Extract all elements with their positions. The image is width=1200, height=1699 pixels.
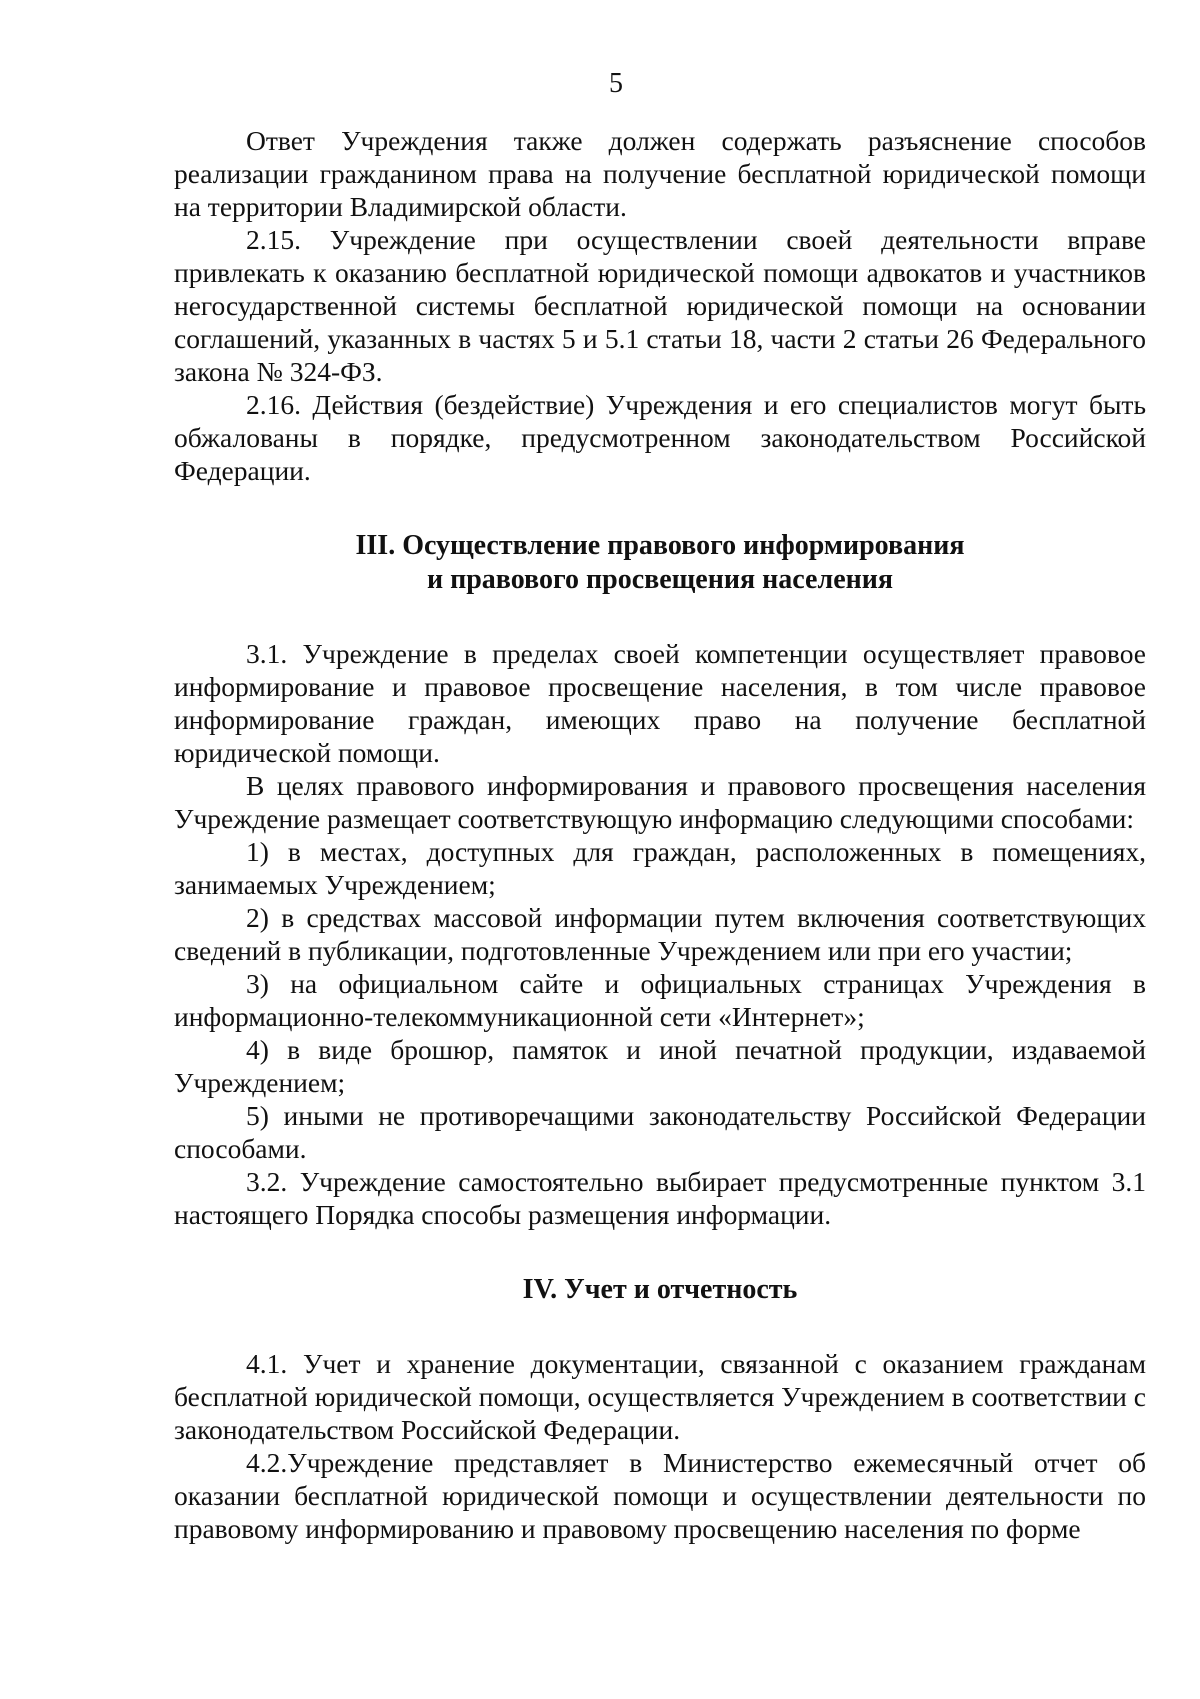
page-number: 5 [609,68,623,99]
list-item-5: 5) иными не противоречащими законодательству Российской Федерации способами. [174,1100,1146,1164]
paragraph-2-15: 2.15. Учреждение при осуществлении своей деятельности вправе привлекать к оказанию бесплатной юридической помощи адвокатов и участников негосударственной системы бесплатной юридической помощи на основании соглашений, указанных в частях 5 и 5.1 статьи 18, части 2 статьи 26 Федерального закона № 324-ФЗ. [174,224,1146,387]
paragraph-3-1: 3.1. Учреждение в пределах своей компетенции осуществляет правовое информирование и правовое просвещение населения, в том числе правовое информирование граждан, имеющих право на получение бесплатной юридической помощи. [174,638,1146,768]
paragraph-2-16: 2.16. Действия (бездействие) Учреждения и его специалистов могут быть обжалованы в порядке, предусмотренном законодательством Российской Федерации. [174,389,1146,486]
list-item-4: 4) в виде брошюр, памяток и иной печатной продукции, издаваемой Учреждением; [174,1034,1146,1098]
paragraph-4-2: 4.2.Учреждение представляет в Министерство ежемесячный отчет об оказании бесплатной юридической помощи и осуществлении деятельности по правовому информированию и правовому просвещению населения по форме [174,1447,1146,1544]
paragraph-4-1: 4.1. Учет и хранение документации, связанной с оказанием гражданам бесплатной юридической помощи, осуществляется Учреждением в соответствии с законодательством Российской Федерации. [174,1348,1146,1445]
section-4-heading: IV. Учет и отчетность [522,1274,798,1305]
section-3-heading-line-2: и правового просвещения населения [426,564,894,595]
list-item-3: 3) на официальном сайте и официальных страницах Учреждения в информационно-телекоммуникационной сети «Интернет»; [174,968,1146,1032]
paragraph-answer-explanation: Ответ Учреждения также должен содержать разъяснение способов реализации гражданином права на получение бесплатной юридической помощи на территории Владимирской области. [174,125,1146,222]
paragraph-3-2: 3.2. Учреждение самостоятельно выбирает предусмотренные пунктом 3.1 настоящего Порядка способы размещения информации. [174,1166,1146,1230]
section-3-heading-line-1: III. Осуществление правового информирования [355,530,965,561]
list-item-1: 1) в местах, доступных для граждан, расположенных в помещениях, занимаемых Учреждением; [174,836,1146,900]
document-body [174,124,1146,1545]
paragraph-info-methods: В целях правового информирования и правового просвещения населения Учреждение размещает соответствующую информацию следующими способами: [174,770,1146,834]
section-3-heading [174,529,1146,597]
list-item-2: 2) в средствах массовой информации путем включения соответствующих сведений в публикации, подготовленные Учреждением или при его участии; [174,902,1146,966]
